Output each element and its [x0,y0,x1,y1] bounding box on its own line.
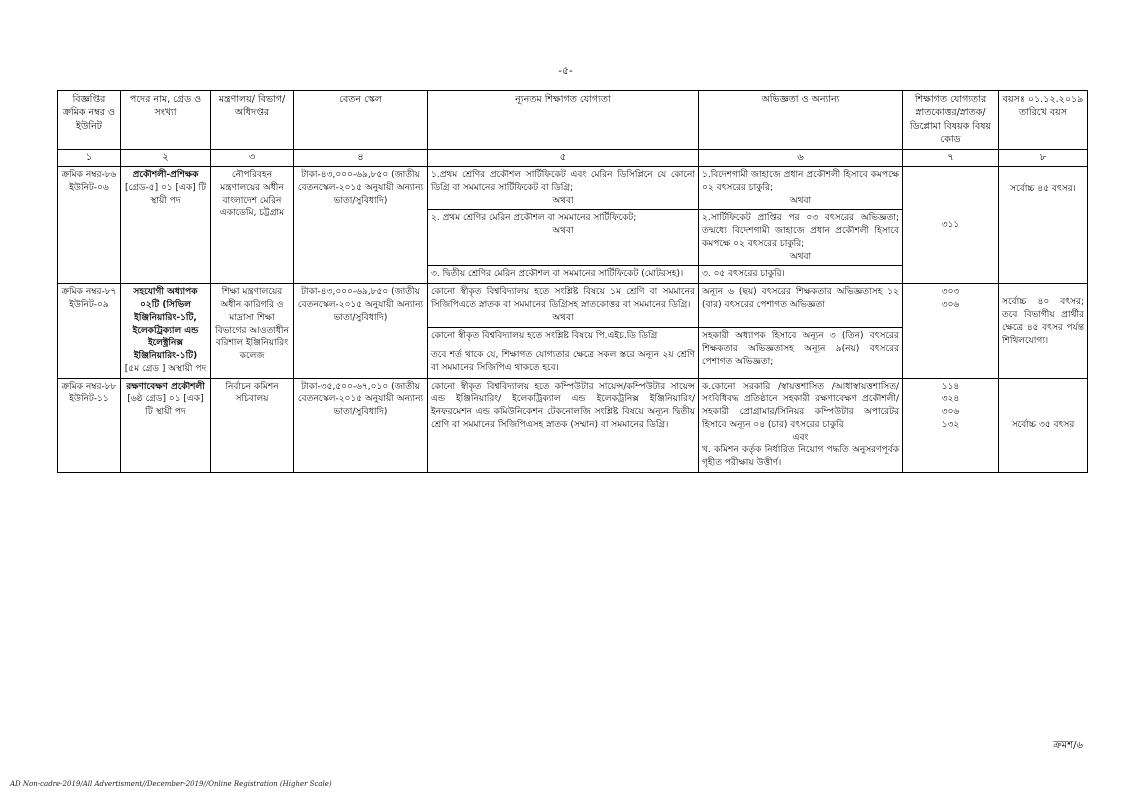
pay-scale-cell: টাকা-৩৫,৫০০-৬৭,০১০ (জাতীয় বেতনস্কেল-২০১৫ অনুযায়ী অন্যান্য ভাতা/সুবিধাদি) [294,378,428,472]
experience-cell [699,210,903,266]
ministry-cell: শিক্ষা মন্ত্রণালয়ের অধীন কারিগরি ও মাদ্রাসা শিক্ষা বিভাগের আওতাধীন বরিশাল ইঞ্জিনিয়ারিং কলেজ [211,284,294,378]
and-text: এবং [792,432,809,443]
pay-scale-cell: টাকা-৪৩,০০০-৬৯,৮৫০ (জাতীয় বেতনস্কেল-২০১৫ অনুযায়ী অন্যান্য ভাতা/সুবিধাদি) [294,284,428,378]
continued-label: ক্রমশ/৬ [1053,740,1083,751]
or-text: অথবা [552,312,574,323]
qualification-text: ২. প্রথম শ্রেণির মেরিন প্রকৌশল বা সমমানের সার্টিফিকেট; [431,213,637,224]
age-cell [999,167,1088,284]
header-row [58,91,1088,150]
post-title: সহযোগী অধ্যাপক ০২টি (সিভিল ইঞ্জিনিয়ারিং-১টি, ইলেকট্রিক্যাল এন্ড ইলেক্ট্রনিক্স ইঞ্জিনিয়ারিং-১টি) [132,287,199,362]
header-ministry: মন্ত্রণালয়/ বিভাগ/অধিদপ্তর [211,91,294,150]
pay-scale-cell: টাকা-৪৩,০০০-৬৯,৮৫০ (জাতীয় বেতনস্কেল-২০১৫ অনুযায়ী অন্যান্য ভাতা/সুবিধাদি) [294,167,428,284]
qualification-text: ১.প্রথম শ্রেণির প্রকৌশল সার্টিফিকেট এবং মেরিন ডিসিপ্লিনে যে কোনো ডিগ্রি বা সমমানের সার্টিফিকেট বা ডিগ্রি; [431,170,695,193]
column-number: ৭ [903,149,999,166]
subject-code: ১১৪ [941,381,960,392]
experience-cell [699,328,903,378]
experience-cell [699,378,903,472]
qualification-text: কোনো স্বীকৃত বিশ্ববিদ্যালয় হতে সংশ্লিষ্ট বিষয়ে ১ম শ্রেণি বা সমমানের সিজিপিএতে স্নাতক বা সমমানের ডিগ্রিসহ স্নাতকোত্তর বা সমমানের ডিগ্রি। [431,287,695,311]
ministry-cell: নৌপরিবহন মন্ত্রণালয়ের অধীন বাংলাদেশ মেরিন একাডেমি, চট্টগ্রাম [211,167,294,284]
header-age: বয়সঃ ০১.১২.২০১৯ তারিখে বয়স [999,91,1088,150]
column-number: ২ [121,149,211,166]
column-number: ৪ [294,149,428,166]
subject-code-cell [903,378,999,472]
subject-code-cell [903,167,999,284]
age-text: সর্বোচ্চ ৩৫ বৎসর [1011,419,1075,430]
header-qualification: ন্যূনতম শিক্ষাগত যোগ্যতা [428,91,699,150]
table-row [58,284,1088,328]
experience-cell [699,167,903,210]
qualification-cell [428,328,699,378]
qualification-cell [428,266,699,284]
table-row [58,167,1088,210]
header-post: পদের নাম, গ্রেড ও সংখ্যা [121,91,211,150]
subject-code: ৩০৬ [941,407,960,418]
subject-code: ১৩২ [941,419,960,430]
age-text: সর্বোচ্চ ৪০ বৎসর; তবে বিভাগীয় প্রার্থীর ক্ষেত্রে ৪৫ বৎসর পর্যন্ত শিথিলযোগ্য। [1002,297,1084,346]
experience-cell [699,266,903,284]
qualification-cell [428,210,699,266]
column-number: ৬ [699,149,903,166]
post-cell [121,167,211,284]
experience-text: ২.সার্টিফিকেট প্রাপ্তির পর ০৩ বৎসরের অভিজ্ঞতা; তন্মধ্যে বিদেশগামী জাহাজে প্রধান প্রকৌশলী হিসাবে কমপক্ষে ০২ বৎসরের চাকুরি; [702,213,899,249]
or-text: অথবা [552,195,574,206]
experience-text: ১.বিদেশগামী জাহাজে প্রধান প্রকৌশলী হিসাবে কমপক্ষে ০২ বৎসরের চাকুরি; [702,170,899,193]
or-text: অথবা [789,195,812,206]
qualification-text: তবে শর্ত থাকে যে, শিক্ষাগত যোগ্যতার ক্ষেত্রে সকল স্তরে অন্যূন ২য় শ্রেণি বা সমমানের সিজিপিএ থাকতে হবে। [431,350,695,373]
post-title: প্রকৌশলী-প্রশিক্ষক [132,170,199,181]
qualification-cell [428,284,699,328]
serial-cell: ক্রমিক নম্বর-৮৭ ইউনিট-০৯ [58,284,121,378]
header-subject-code: শিক্ষাগত যোগ্যতার স্নাতকোত্তর/স্নাতক/ ডিপ্লোমা বিষয়ক বিষয় কোড [903,91,999,150]
post-title: রক্ষণাবেক্ষণ প্রকৌশলী [126,381,205,392]
qualification-text: ৩. দ্বিতীয় শ্রেণির মেরিন প্রকৌশল বা সমমানের সার্টিফিকেট (মোটরসহ)। [431,269,684,280]
post-cell [121,284,211,378]
experience-text: অন্যূন ৬ (ছয়) বৎসরের শিক্ষকতার অভিজ্ঞতাসহ ১২ (বার) বৎসরের পেশাগত অভিজ্ঞতা [702,287,899,311]
serial-cell: ক্রমিক নম্বর-৮৮ ইউনিট-১১ [58,378,121,472]
ministry-cell: নির্বাচন কমিশন সচিবালয় [211,378,294,472]
recruitment-table [57,90,1088,473]
column-number: ১ [58,149,121,166]
post-cell [121,378,211,472]
experience-text: খ. কমিশন কর্তৃক নির্ধারিত নিয়োগ পদ্ধতি অনুসরণপূর্বক গৃহীত পরীক্ষায় উত্তীর্ণ। [702,445,899,469]
column-number: ৮ [999,149,1088,166]
subject-code: ৩২৪ [941,394,960,405]
post-detail: [৫ম গ্রেড ] অস্থায়ী পদ [124,363,207,374]
experience-text: সহকারী অধ্যাপক হিসাবে অন্যূন ৩ (তিন) বৎসরের শিক্ষকতার অভিজ্ঞতাসহ অন্যূন ৯(নয়) বৎসরের পেশাগত অভিজ্ঞতা; [702,331,899,367]
qualification-text: কোনো স্বীকৃত বিশ্ববিদ্যালয় হতে সংশ্লিষ্ট বিষয়ে পি.এইচ.ডি ডিগ্রি [431,331,658,342]
qualification-text: কোনো স্বীকৃত বিশ্ববিদ্যালয় হতে কম্পিউটার সায়েন্স/কম্পিউটার সায়েন্স এন্ড ইঞ্জিনিয়ারিং/ ইলেকট্রিক্যাল এন্ড ইলেকট্রনিক্স ইঞ্জিনিয়ারিং/ইনফরমেশন এন্ড কমিউনিকেশন টেকনোলজি সংশ্লিষ্ট বিষয়ে অন্যূন দ্বিতীয় শ্রেণি বা সমমানের সিজিপিএসহ স্নাতক (সম্মান) বা সমমানের ডিগ্রি। [431,381,695,430]
header-experience: অভিজ্ঞতা ও অন্যান্য [699,91,903,150]
subject-code: ৩১১ [941,219,960,230]
age-text: সর্বোচ্চ ৪৫ বৎসর। [1010,184,1076,195]
experience-text: ৩. ০৫ বৎসরের চাকুরি। [702,269,785,280]
experience-text: ক.কোনো সরকারি /স্বায়ত্তশাসিত /আধাস্বায়ত্তশাসিত/ সংবিধিবদ্ধ প্রতিষ্ঠানে সহকারী রক্ষণাবেক্ষণ প্রকৌশলী/ সহকারী প্রোগ্রামার/সিনিয়র কম্পিউটার অপারেটর হিসাবে অন্যূন ০৪ (চার) বৎসরের চাকুরি [702,381,899,430]
table-row [58,378,1088,472]
column-number-row [58,149,1088,166]
subject-code: ৩০৩ [941,287,960,298]
column-number: ৫ [428,149,699,166]
age-cell [999,378,1088,472]
footer-note: AD Non-cadre-2019/All Advertisment//December-2019//Online Registration (Higher Scale) [10,780,332,788]
qualification-cell [428,378,699,472]
page-number: -৫- [558,64,573,77]
header-serial: বিজ্ঞপ্তির ক্রমিক নম্বর ও ইউনিট [58,91,121,150]
subject-code: ৩০৬ [941,300,960,311]
or-text: অথবা [789,251,812,262]
post-detail: [৬ষ্ঠ গ্রেড] ০১ [এক] টি স্থায়ী পদ [127,394,204,418]
age-cell [999,284,1088,378]
header-pay-scale: বেতন স্কেল [294,91,428,150]
serial-cell: ক্রমিক নম্বর-৮৬ ইউনিট-০৬ [58,167,121,284]
column-number: ৩ [211,149,294,166]
qualification-cell [428,167,699,210]
experience-cell [699,284,903,328]
subject-code-cell [903,284,999,378]
or-text: অথবা [552,226,574,237]
post-detail: [গ্রেড-৫] ০১ [এক] টি স্থায়ী পদ [124,182,207,206]
